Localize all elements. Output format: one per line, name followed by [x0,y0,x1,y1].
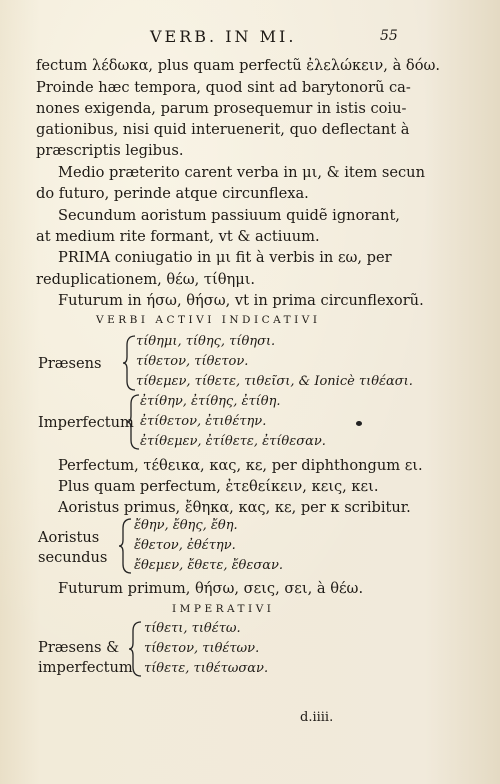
imperfectum-label: Imperfectum [38,414,134,431]
imperativus-form-singular: τίθετι, τιθέτω. [144,621,241,636]
text-line-8: Secundum aoristum passiuum quidẽ ignorant, [58,207,400,224]
imperativus-label-2: imperfectum [38,659,133,676]
aoristus-secundus-label-2: secundus [38,549,108,566]
text-line-4: gationibus, nisi quid interuenerit, quo deflectant à [36,121,410,138]
imperativus-form-dual: τίθετον, τιθέτων. [144,641,260,656]
aoristus-secundus-form-plural: ἔθεμεν, ἔθετε, ἔθεσαν. [134,558,284,573]
imperfectum-form-singular: ἐτίθην, ἐτίθης, ἐτίθη. [140,394,281,409]
praesens-form-plural: τίθεμεν, τίθετε, τιθεῖσι, & Ionicè τιθέασι. [136,374,413,389]
aoristus-primus-line: Aoristus primus, ἔθηκα, κας, κε, per κ scribitur. [58,499,411,516]
brace-imperativus [128,621,144,677]
text-line-2: Proinde hæc tempora, quod sint ad barytonorũ ca- [36,79,411,96]
brace-aoristus-secundus [118,518,134,574]
text-line-10: PRIMA coniugatio in μι fit à verbis in εω, per [58,249,392,266]
text-line-12: Futurum in ήσω, θήσω, vt in prima circunflexorũ. [58,292,424,309]
text-line-6: Medio præterito carent verba in μι, & item secun [58,164,425,181]
perfectum-line: Perfectum, τέθεικα, κας, κε, per diphthongum ει. [58,457,423,474]
text-line-3: nones exigenda, parum prosequemur in istis coiu- [36,100,407,117]
text-line-9: at medium rite formant, vt & actiuum. [36,228,320,245]
text-line-7: do futuro, perinde atque circunflexa. [36,185,309,202]
text-line-11: reduplicationem, θέω, τίθημι. [36,271,256,288]
aoristus-secundus-label-1: Aoristus [38,529,100,546]
futurum-primum-line: Futurum primum, θήσω, σεις, σει, à θέω. [58,580,364,597]
page-number: 55 [380,28,398,44]
section-heading-imperative: IMPERATIVI [172,603,275,615]
praesens-label: Præsens [38,355,102,372]
imperativus-form-plural: τίθετε, τιθέτωσαν. [144,661,269,676]
imperfectum-form-plural: ἐτίθεμεν, ἐτίθετε, ἐτίθεσαν. [140,434,326,449]
section-heading-indicative: VERBI ACTIVI INDICATIVI [96,314,321,326]
praesens-form-dual: τίθετον, τίθετον. [136,354,249,369]
aoristus-secundus-form-dual: ἔθετον, ἐθέτην. [134,538,236,553]
ink-spot [356,421,362,426]
running-head: VERB. IN MI. [150,27,297,46]
imperativus-label-1: Præsens & [38,639,120,656]
text-line-1: fectum λέδωκα, plus quam perfectũ ἐλελώκειν, à δόω. [36,57,441,74]
signature-mark: d.iiii. [300,710,334,725]
praesens-form-singular: τίθημι, τίθης, τίθησι. [136,334,276,349]
plusquamperfectum-line: Plus quam perfectum, ἐτεθείκειν, κεις, κει. [58,478,379,495]
imperfectum-form-dual: ἐτίθετον, ἐτιθέτην. [140,414,267,429]
text-line-5: præscriptis legibus. [36,142,184,159]
aoristus-secundus-form-singular: ἔθην, ἔθης, ἔθη. [134,518,238,533]
